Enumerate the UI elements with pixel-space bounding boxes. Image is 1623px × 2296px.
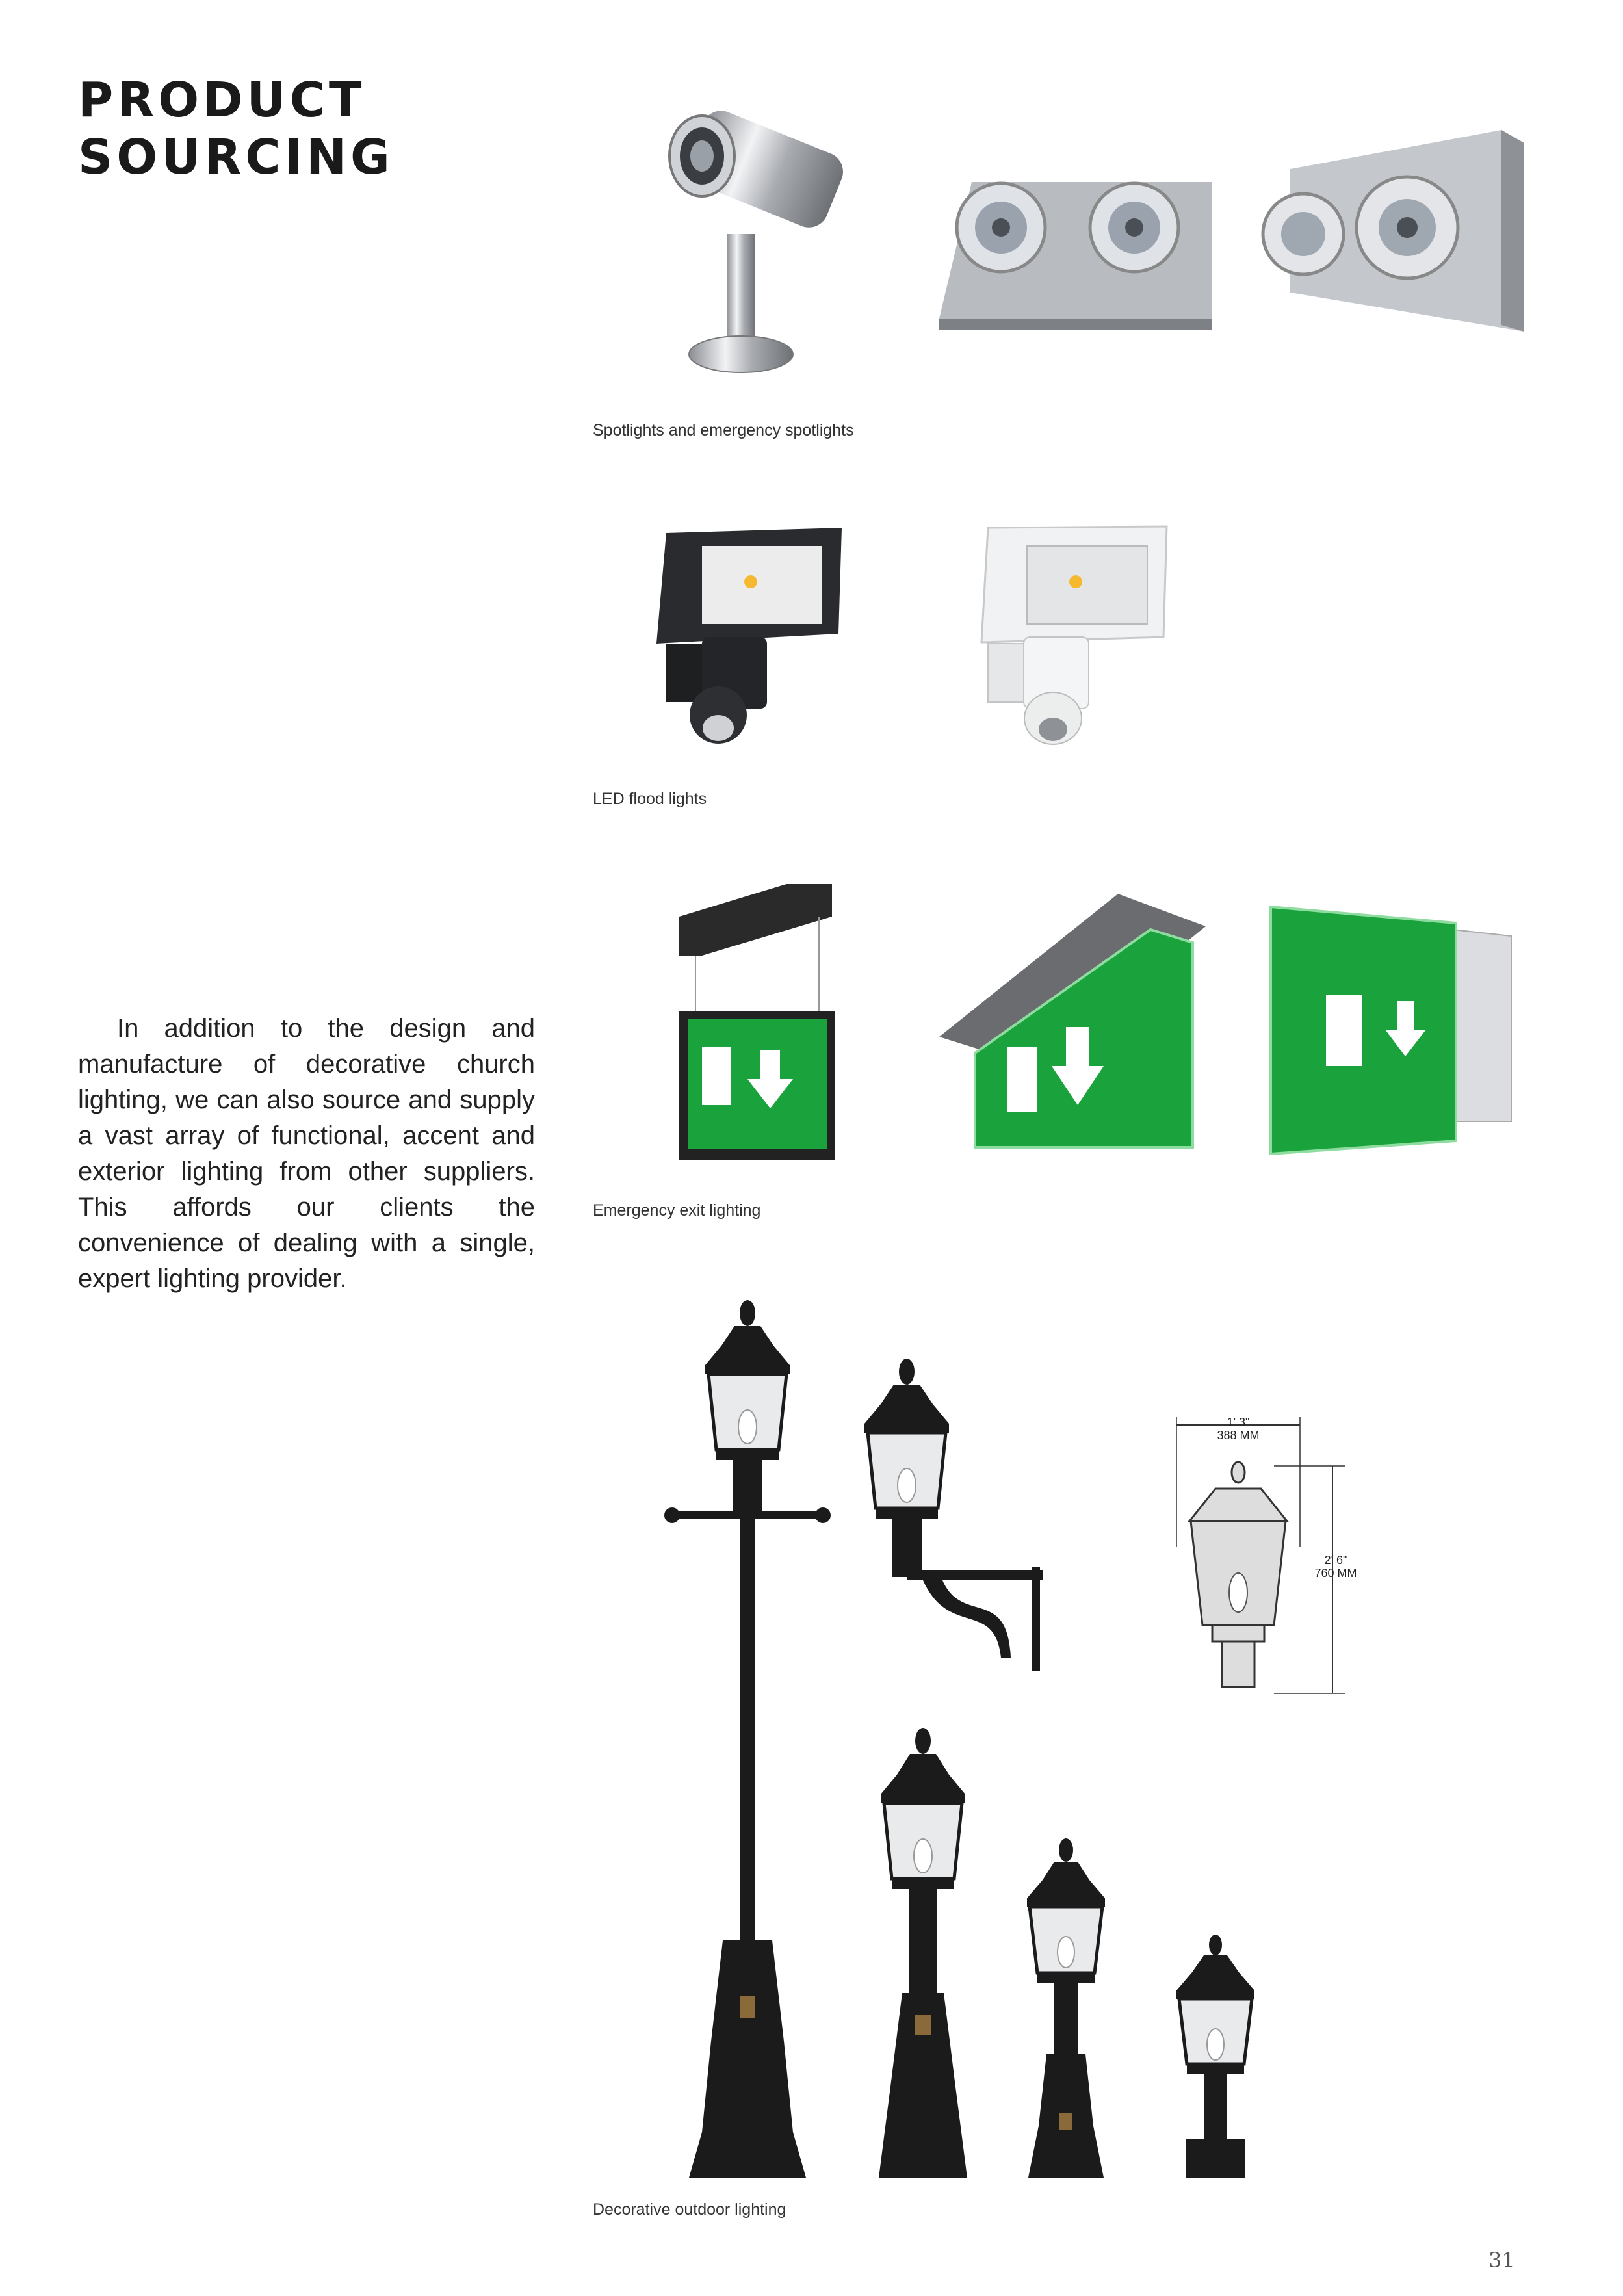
diagram-height-label — [1306, 1554, 1365, 1580]
title-line-2: SOURCING — [78, 129, 394, 185]
page-title — [78, 72, 394, 186]
title-line-1: PRODUCT — [78, 72, 366, 128]
white-flood-light-image — [962, 520, 1176, 748]
caption-exit-lighting: Emergency exit lighting — [593, 1201, 761, 1220]
diagram-width-imperial: 1' 3" — [1227, 1416, 1250, 1429]
wall-exit-sign-image — [1267, 904, 1521, 1157]
caption-outdoor-lighting: Decorative outdoor lighting — [593, 2200, 786, 2219]
wall-bracket-lantern-image — [845, 1352, 1046, 1677]
diagram-height-metric: 760 MM — [1314, 1567, 1357, 1580]
diagram-width-metric: 388 MM — [1217, 1429, 1260, 1442]
diagram-width-label — [1202, 1416, 1274, 1442]
lamp-post-image — [663, 1294, 832, 2184]
suspended-exit-sign-image — [676, 871, 838, 1164]
short-pillar-lantern-image — [1157, 1931, 1274, 2184]
twin-emergency-spotlight-image — [926, 156, 1225, 338]
ceiling-exit-sign-image — [936, 891, 1209, 1157]
caption-flood-lights: LED flood lights — [593, 790, 707, 808]
medium-pillar-lantern-image — [1007, 1833, 1124, 2184]
intro-paragraph: In addition to the design and manufacture of decorative church lighting, we can also source and supply a vast array of functional, accent and exterior lighting from other suppliers. This affords our clients the convenience of dealing with a single, expert lighting provider. — [78, 1014, 535, 1293]
page-number: 31 — [1488, 2248, 1515, 2273]
tall-pillar-lantern-image — [858, 1723, 988, 2184]
black-flood-light-image — [640, 520, 848, 748]
diagram-height-imperial: 2' 6" — [1324, 1554, 1347, 1567]
wall-emergency-spotlight-image — [1251, 130, 1537, 345]
spotlight-image — [650, 111, 845, 384]
caption-spotlights: Spotlights and emergency spotlights — [593, 421, 854, 439]
